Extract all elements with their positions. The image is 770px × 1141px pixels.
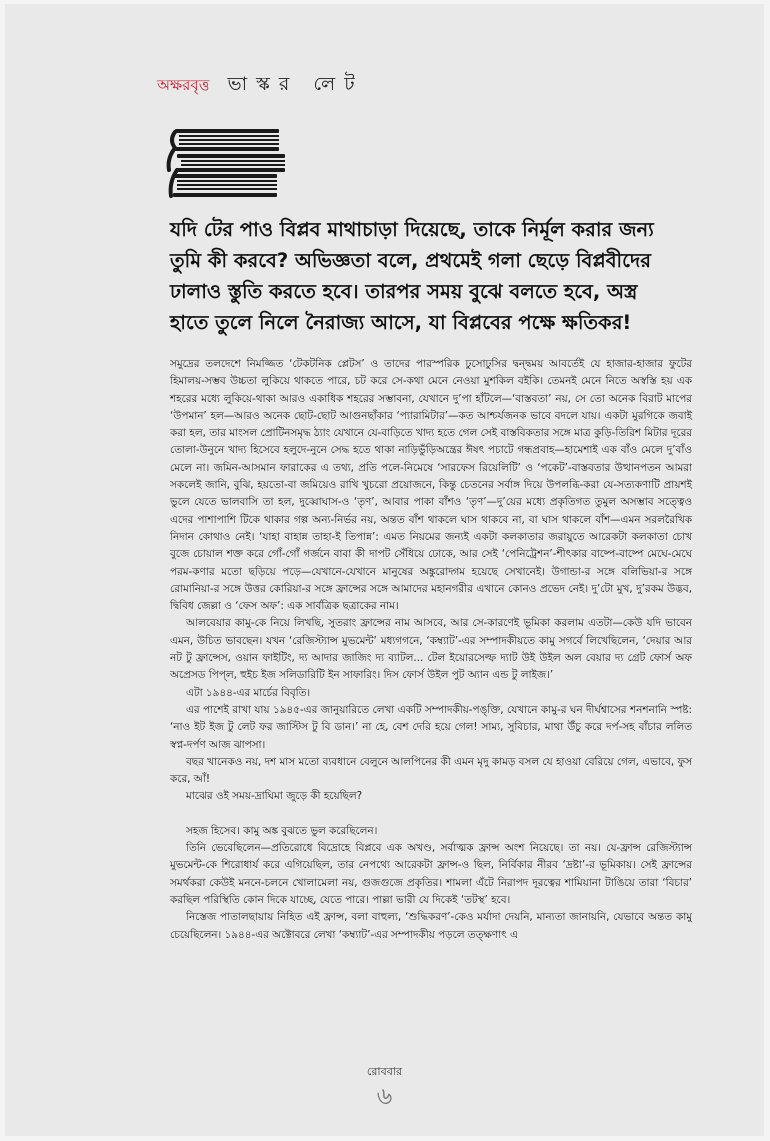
article-body (170, 356, 692, 944)
body-paragraph: তিনি ভেবেছিলেন—প্রতিরোধে বিদ্রোহে বিপ্লবে এক অখণ্ড, সর্বাত্মক ফ্রান্স অংশ নিয়েছে। তা নয়। যে-ফ্রান্স রেজিস্ট্যান্স মুভমেন্ট-কে শিরোধার্য করে এগিয়েছিল, তার নেপথ্যে আরেকটা ফ্রান্স-ও ছিল, নির্বিকার নীরব ‘দ্রষ্টা’-র ভূমিকায়। সেই ফ্রান্সের সমর্থকরা কেউই মননে-চলনে খোলামেলা নয়, গুজগুজে প্রকৃতির। শামলা এঁটে নিরাপদ দূরত্বের শামিয়ানা টাঙিয়ে তারা ‘বিচার’ করছিল পরিস্থিতি কোন দিকে যাচ্ছে, যেতে পারে। পাল্লা ভারী যে দিকেই ‘তটস্থ’ হবে। (170, 842, 692, 906)
body-paragraph: সহজ হিসেব। কামু অঙ্ক বুঝতে ভুল করেছিলেন। (186, 824, 378, 837)
body-paragraph: মাঝের ওই সময়-দ্রাঘিমা জুড়ে কী হয়েছিল? (186, 790, 363, 803)
body-paragraph: সমুদ্রের তলদেশে নিমজ্জিত ‘টেকটনিক প্লেটস’ ও তাদের পারস্পরিক ঢুসোঢুসির দ্বন্দ্বময় আবর্তেই যে হাজার-হাজার ফুটের হিমালয়-সম্ভব উচ্চতা লুকিয়ে থাকতে পারে, চট করে সে-কথা মেনে নেওয়া মুশকিল বইকি। তেমনই মেনে নিতে অস্বস্তি হয় এক শহরের মধ্যে লুকিয়ে-থাকা আরও একাধিক শহরের সম্ভাবনা, যেখানে দু’পা হাঁটলে—‘বাস্তবতা’ নয়, সে তো অনেক বিরাট মাপের ‘উপমান’ হল—আরও অনেক ছোট-ছোট আগুনছাঁকার ‘প্যারামিটার’—কত আশ্চর্যজনক ভাবে বদলে যায়। একটা মুরগিকে জবাই করা হল, তার মাংসল প্রোটিনসমৃদ্ধ ঠ্যাং যেখানে যে-বাড়িতে খাদ্য হতে গেল সেই বাস্তবিকতার সঙ্গে মাত্র কুড়ি-তিরিশ মিটার দূরের তোলা-উনুনে খাদ্য হিসেবে হলুদে-নুনে সেদ্ধ হতে থাকা নাড়িভুঁড়িঅন্ত্রের ঈষৎ পচাটে গন্ধপ্রবাহ—হামেশাই এক বাঁও মেলে দু’বাঁও মেলে না। জমিন-আসমান ফারাকের এ তথ্য, প্রতি পলে-নিমেষে ‘সারফেস রিয়েলিটি’ ও ‘পকেট’-বাস্তবতার উত্থানপতন আমরা সকলেই জানি, বুঝি, হয়তো-বা জমিয়েও রাখি খুচরো প্রয়োজনে, কিন্তু চেতনের সর্বাঙ্গ দিয়ে উপলব্ধি-করা যে-সত্যকণাটি প্রায়শই ভুলে যেতে ভালবাসি তা হল, দুব্বোঘাস-ও ‘তৃণ’, আবার পাকা বাঁশও ‘তৃণ’—দু’য়ের মধ্যে প্রকৃতিগত তুমুল অসম্ভাব সত্ত্বেও এদের পাশাপাশি টিকে থাকার গল্প অন্য-নির্ভর নয়, অন্তত বাঁশ থাকলে ঘাস থাকবে না, বা ঘাস থাকলে বাঁশ—এমন সরলরৈখিক নিদান কোথাও নেই। ‘যাহা বাহান্ন তাহা-ই তিপান্ন’: এমত নিয়মের জন্যই একটা কলকাতার জরায়ুতে আরেকটা কলকাতা চোখ বুজে চোয়াল শক্ত করে গোঁ-গোঁ গর্জনে বাবা কী দাপট সেঁধিয়ে ঢোকে, আর সেই ‘পেনিট্রেশন’-শীৎকার বাষ্পে-বাষ্পে মেঘে-মেঘে পরম-কণার মতো ছড়িয়ে পড়ে—যেখানে-যেখানে মানুষের অঙ্কুরোদ্গম হয়েছে সেখানেই। উগান্ডা-র সঙ্গে বলিভিয়া-র সঙ্গে রোমানিয়া-র সঙ্গে উত্তর কোরিয়া-র সঙ্গে ফ্রান্সের সঙ্গে আমাদের মহানগরীর এখানে কোনও প্রভেদ নেই। দু’টো মুখ, দু’রকম উদ্ভব, দ্বিবিধ জেল্লা ও ‘ফেস অফ’: এক সার্বত্রিক ছত্রাকের নাম। (170, 358, 692, 613)
body-paragraph: এর পাশেই রাখা যায় ১৯৪৫-এর জানুয়ারিতে লেখা একটি সম্পাদকীয়-পঙ্‌ক্তি, যেখানে কামু-র ঘন দীর্ঘশ্বাসের শনশনানি স্পষ্ট: ‘নাও ইট ইজ টু লেট ফর জাস্টিস টু বি ডান।’ না হে, বেশ দেরি হয়ে গেল! সাম্য, সুবিচার, মাথা উঁচু করে দর্প-সহ বাঁচার ললিত স্বপ্ন-দর্পণ আজ ঝাপসা। (170, 703, 692, 751)
magazine-name: রোববার (366, 1065, 403, 1078)
body-paragraph: নিস্তেজ পাতালছায়ায় নিহিত এই ফ্রান্স, বলা বাহুল্য, ‘শুদ্ধিকরণ’-কেও মর্যাদা দেয়নি, মান্যতা জানায়নি, যেভাবে অন্তত কামু চেয়েছিলেন। ১৯৪৪-এর অক্টোবরে লেখা ‘কম্ব্যাট’-এর সম্পাদকীয় পড়লে তত্ক্ষণাৎ এ (170, 911, 692, 941)
page-footer (5, 1063, 764, 1118)
section-tag: অক্ষরবৃত্ত (157, 76, 210, 94)
pull-quote (170, 214, 690, 338)
page (5, 4, 764, 1136)
pull-quote-line: তুমি কী করবে? অভিজ্ঞতা বলে, প্রথমেই গলা ছেড়ে বিপ্লবীদের (170, 249, 651, 272)
body-paragraph: আলবেয়ার কামু-কে নিয়ে লিখছি, সুতরাং ফ্রান্সের নাম আসবে, আর সে-কারণেই ভূমিকা করলাম এতটা—কেউ যদি ভাবেন এমন, উচিত ভাবছেন। যখন ‘রেজিস্ট্যান্স মুভমেন্ট’ মধ্যগগনে, ‘কম্ব্যাট’-এর সম্পাদকীয়তে কামু সগর্বে লিখেছিলেন, ‘দেয়ার আর নট টু ফ্রান্সেস, ওয়ান ফাইটিং, দ্য আদার জাজিং দ্য ব্যাটল... টেল ইয়োরসেল্ফ দ্যাট উই উইল অল বেয়ার দ্য গ্রেট ফোর্স অফ অপ্রেসড পিপ্‌ল, হুইচ ইজ সলিডারিটি ইন সাফারিং। দিস ফোর্স উইল পুট অ্যান এন্ড টু লাইজ।’ (170, 617, 692, 682)
pull-quote-line: ঢালাও স্তুতি করতে হবে। তারপর সময় বুঝে বলতে হবে, অস্ত্র (170, 280, 638, 303)
pull-quote-line: হাতে তুলে নিলে নৈরাজ্য আসে, যা বিপ্লবের পক্ষে ক্ষতিকর! (170, 311, 632, 334)
pull-quote-line: যদি টের পাও বিপ্লব মাথাচাড়া দিয়েছে, তাকে নির্মূল করার জন্য (170, 218, 654, 241)
page-number: ৬ (376, 1082, 393, 1110)
body-paragraph: এটা ১৯৪৪-এর মার্চের বিবৃতি। (186, 686, 311, 699)
author-name: ভাস্কর লেট (227, 73, 364, 95)
body-paragraph: বছর খানেকও নয়, দশ মাস মতো ব্যবধানে বেলুনে আলপিনের কী এমন মৃদু কামড় বসল যে হাওয়া বেরিয়ে গেল, এভাবে, ফুস করে, আঁ! (170, 755, 692, 786)
article-header (157, 70, 364, 102)
books-stack-icon (163, 122, 287, 202)
